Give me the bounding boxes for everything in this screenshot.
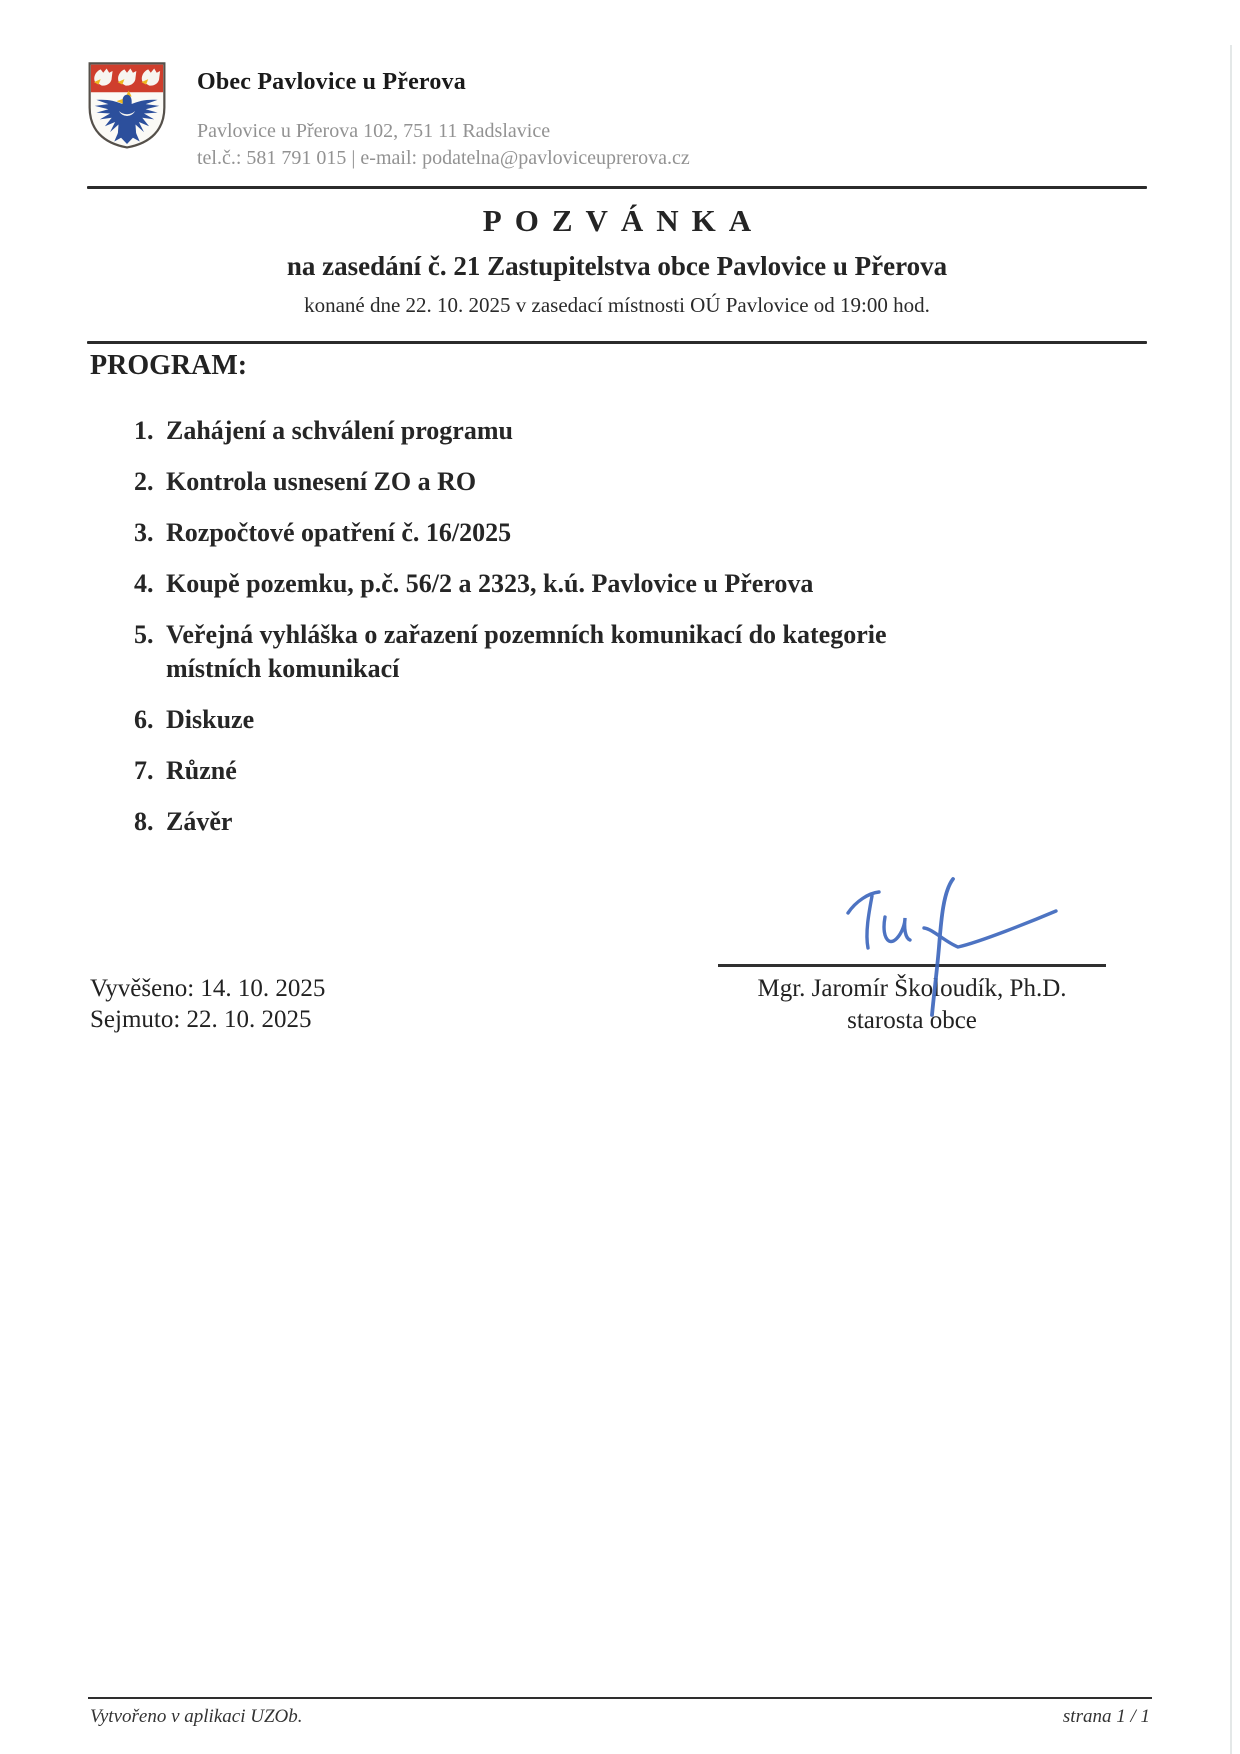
program-item [134, 754, 1160, 788]
item-text: Koupě pozemku, p.č. 56/2 a 2323, k.ú. Pavlovice u Přerova [166, 569, 814, 598]
program-item [134, 414, 1160, 448]
item-number: 2. [134, 467, 154, 496]
letterhead [85, 60, 690, 172]
program-heading: PROGRAM: [90, 350, 248, 381]
title-divider [87, 341, 1147, 344]
footer-divider [88, 1697, 1152, 1699]
signatory-name: Mgr. Jaromír Školoudík, Ph.D. [757, 975, 1067, 1002]
item-text: Závěr [166, 807, 233, 836]
item-text: Diskuze [166, 705, 255, 734]
org-contact: tel.č.: 581 791 015 | e-mail: podatelna@pavloviceuprerova.cz [197, 147, 690, 169]
posting-dates [90, 973, 325, 1035]
item-text: Kontrola usnesení ZO a RO [166, 467, 477, 496]
item-text: Různé [166, 756, 237, 785]
item-number: 6. [134, 705, 154, 734]
program-item [134, 567, 1160, 601]
item-text: Veřejná vyhláška o zařazení pozemních komunikací do kategorie místních komunikací [166, 620, 887, 683]
document-subtitle: na zasedání č. 21 Zastupitelstva obce Pavlovice u Přerova [286, 251, 948, 281]
program-item [134, 703, 1160, 737]
invitation-header [87, 202, 1147, 318]
document-title: POZVÁNKA [482, 203, 765, 238]
signatory-role: starosta obce [847, 1007, 977, 1034]
program-item [134, 465, 1160, 499]
footer-page-number: strana 1 / 1 [1062, 1706, 1150, 1727]
scan-artifact-line [1230, 45, 1232, 1754]
program-item [134, 618, 1160, 686]
date-removed: Sejmuto: 22. 10. 2025 [90, 1006, 312, 1033]
org-name: Obec Pavlovice u Přerova [197, 69, 466, 95]
org-address: Pavlovice u Přerova 102, 751 11 Radslavice [197, 120, 551, 142]
footer-app-note: Vytvořeno v aplikaci UZOb. [90, 1706, 303, 1727]
meeting-details: konané dne 22. 10. 2025 v zasedací místnosti OÚ Pavlovice od 19:00 hod. [304, 293, 930, 317]
program-item [134, 516, 1160, 550]
handwritten-signature-icon [845, 872, 1060, 1018]
item-text: Rozpočtové opatření č. 16/2025 [166, 518, 512, 547]
item-number: 8. [134, 807, 154, 836]
item-number: 5. [134, 620, 154, 649]
program-list [90, 414, 1160, 839]
item-number: 7. [134, 756, 154, 785]
item-number: 3. [134, 518, 154, 547]
date-posted: Vyvěšeno: 14. 10. 2025 [90, 975, 326, 1002]
program-item [134, 805, 1160, 839]
item-number: 4. [134, 569, 154, 598]
program-section [90, 348, 1160, 856]
item-number: 1. [134, 416, 154, 445]
header-divider [87, 186, 1147, 189]
item-text: Zahájení a schválení programu [166, 416, 513, 445]
coat-of-arms-icon [85, 60, 169, 150]
